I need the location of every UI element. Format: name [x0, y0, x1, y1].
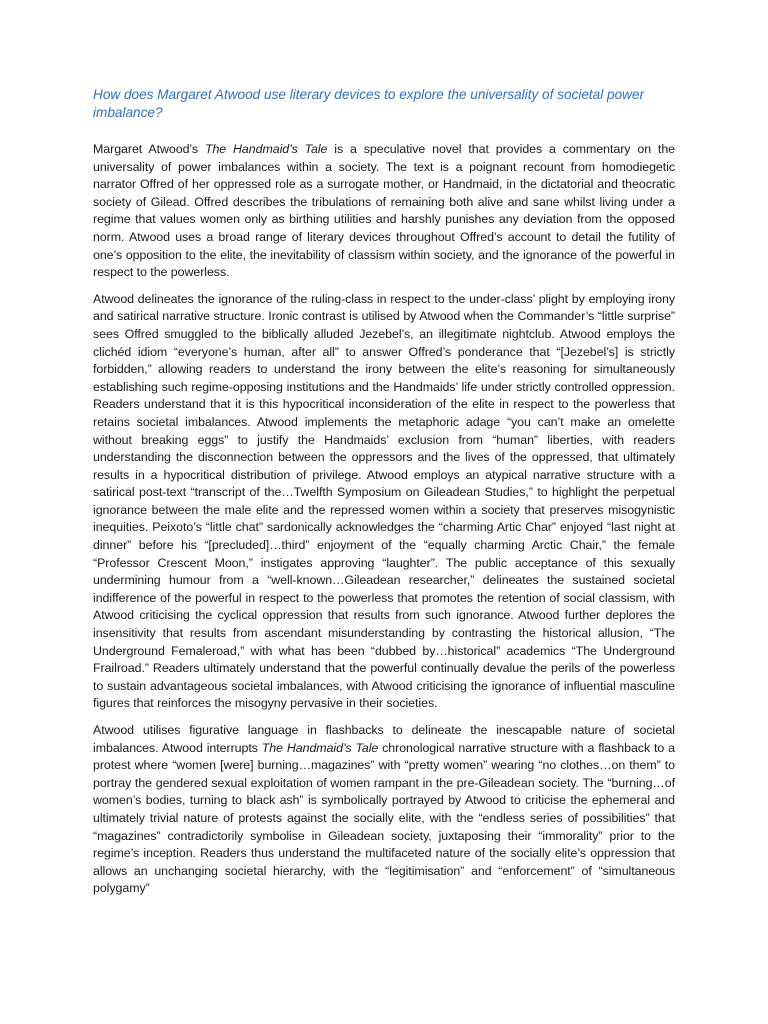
document-page [93, 86, 675, 907]
paragraph-text: Margaret Atwood’s [93, 142, 205, 156]
paragraph-text: chronological narrative structure with a flashback to a protest where “women [were] burning…magazines” with “pretty women” wearing “no clothes…on them” to portray the gendered sexual exploitation of women rampant in the pre-Gileadean society. The “burning…of women’s bodies, turning to black ash” is symbolically portrayed by Atwood to criticise the ephemeral and ultimately trivial nature of protests against the socially elite, with the “endless series of possibilities” that “magazines” contradictorily symbolise in Gileadean society, juxtaposing their “immorality” prior to the regime’s inception. Readers thus understand the multifaceted nature of the socially elite’s oppression that allows an unchanging societal hierarchy, with the “legitimisation” and “enforcement” of “simultaneous polygamy” [93, 740, 675, 896]
paragraph-ignorance [93, 291, 675, 713]
paragraph-text: Atwood utilises figurative language in flashbacks to delineate the inescapable nature of societal imbalances. Atwood interrupts [93, 723, 675, 755]
paragraph-intro [93, 141, 675, 282]
book-title-italic: The Handmaid’s Tale [261, 740, 379, 755]
paragraph-flashbacks [93, 722, 675, 898]
book-title-italic: The Handmaid’s Tale [204, 142, 328, 156]
paragraph-text: Atwood delineates the ignorance of the ruling-class in respect to the under-class’ plight by employing irony and satirical narrative structure. Ironic contrast is utilised by Atwood when the Commander’s “little surprise” sees Offred smuggled to the biblically alluded Jezebel’s, an illegitimate nightclub. Atwood employs the clichéd idiom “everyone’s human, after all” to answer Offred’s ponderance that “[Jezebel’s] is strictly forbidden,” allowing readers to understand the irony between the elite’s reasoning for simultaneously establishing such regime-opposing institutions and the Handmaids’ life under strictly controlled oppression. Readers understand that it is this hypocritical inconsideration of the elite in respect to the powerless that retains societal imbalances. Atwood implements the metaphoric adage “you can’t make an omelette without breaking eggs” to justify the Handmaids’ exclusion from “human” liberties, with readers understanding the disconnection between the oppressors and the lives of the oppressed, that ultimately results in a hypocritical distribution of privilege. Atwood employs an atypical narrative structure with a satirical post-text “transcript of the…Twelfth Symposium on Gileadean Studies,” to highlight the perpetual ignorance between the male elite and the repressed women within a society that preserves misogynistic inequities. Peixoto’s “little chat” sardonically acknowledges the “charming Artic Char” enjoyed “last night at dinner” before his “[precluded]…third” enjoyment of the “equally charming Arctic Chair,” the female “Professor Crescent Moon,” instigates approving “laughter”. The public acceptance of this sexually undermining humour from a “well-known…Gileadean researcher,” delineates the sustained societal indifference of the powerful in respect to the powerless that promotes the retention of social classism, with Atwood criticising the cyclical oppression that results from such ignorance. Atwood further deplores the insensitivity that results from ascendant misunderstanding by contrasting the historical allusion, “The Underground Femaleroad,” with what has been “dubbed by…historical” academics “The Underground Frailroad.” Readers ultimately understand that the powerful continually devalue the perils of the powerless to sustain advantageous societal imbalances, with Atwood criticising the ignorance of influential masculine figures that reinforces the misogyny pervasive in their societies. [93, 291, 675, 711]
essay-question: How does Margaret Atwood use literary devices to explore the universality of societal power imbalance? [93, 87, 645, 120]
paragraph-text: is a speculative novel that provides a commentary on the universality of power imbalances within a society. The text is a poignant recount from homodiegetic narrator Offred of her oppressed role as a surrogate mother, or Handmaid, in the dictatorial and theocratic society of Gilead. Offred describes the tribulations of remaining both alive and sane whilst living under a regime that values women only as birthing utilities and harshly punishes any deviation from the opposed norm. Atwood uses a broad range of literary devices throughout Offred’s account to detail the futility of one’s opposition to the elite, the inevitability of classism within society, and the ignorance of the powerful in respect to the powerless. [93, 142, 675, 280]
